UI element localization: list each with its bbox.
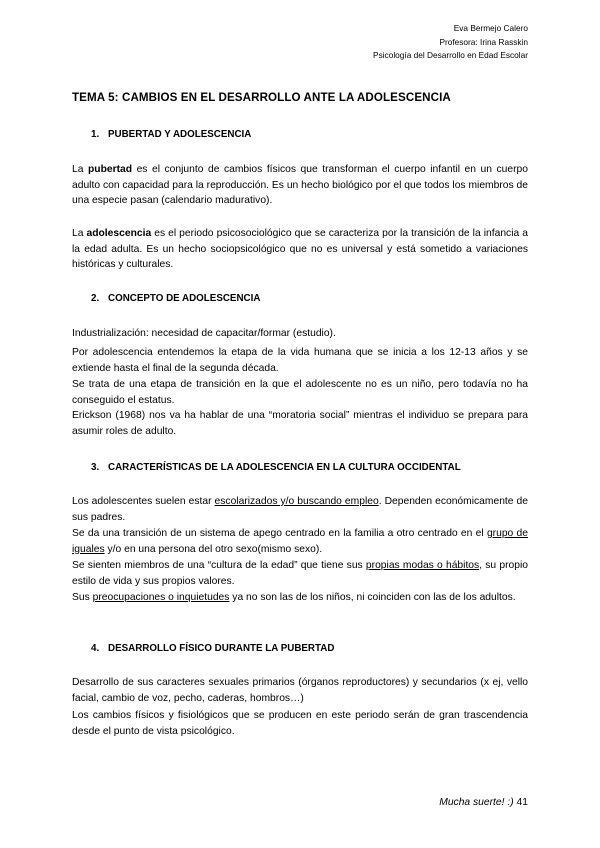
section-2-paragraph-4: Erickson (1968) nos va ha hablar de una “moratoria social” mientras el individuo se prepara para asumir roles de adulto.: [72, 410, 528, 437]
term-adolescencia: adolescencia: [86, 228, 152, 239]
section-3-paragraph-3: Se sienten miembros de una “cultura de la edad” que tiene sus propias modas o hábitos, su propio estilo de vida y sus propios valores.: [72, 560, 528, 587]
section-2-paragraph-1: Industrialización: necesidad de capacitar/formar (estudio).: [72, 328, 336, 339]
section-number: 2.: [91, 293, 100, 304]
section-4-heading: [91, 643, 541, 654]
page-footer: [439, 797, 528, 808]
footer-motto: Mucha suerte! :): [439, 797, 514, 808]
section-2-heading: [91, 293, 541, 304]
section-title: DESARROLLO FÍSICO DURANTE LA PUBERTAD: [108, 643, 335, 654]
section-number: 3.: [91, 462, 100, 473]
section-3-heading: [91, 462, 541, 473]
underlined-phrase: escolarizados y/o buscando empleo: [214, 496, 379, 507]
document-header: [373, 22, 528, 63]
underlined-phrase: grupo de iguales: [72, 528, 528, 555]
section-title: CONCEPTO DE ADOLESCENCIA: [108, 293, 261, 304]
section-title: CARACTERÍSTICAS DE LA ADOLESCENCIA EN LA CULTURA OCCIDENTAL: [108, 462, 461, 473]
section-number: 4.: [91, 643, 100, 654]
section-3-paragraph-4: Sus preocupaciones o inquietudes ya no son las de los niños, ni coinciden con las de los adultos.: [72, 592, 516, 603]
author-name: Eva Bermejo Calero: [453, 23, 528, 33]
section-3-paragraph-1: Los adolescentes suelen estar escolarizados y/o buscando empleo. Dependen económicamente de sus padres.: [72, 496, 528, 523]
section-1-paragraph-1: La pubertad es el conjunto de cambios físicos que transforman el cuerpo infantil en un cuerpo adulto con capacidad para la reproducción. Es un hecho biológico por el que todos los miembros de una especie pasan (calendario madurativo).: [72, 164, 528, 206]
section-1-heading: [91, 129, 541, 140]
section-number: 1.: [91, 129, 100, 140]
professor-name: Profesora: Irina Rasskin: [439, 36, 528, 47]
underlined-phrase: propias modas o hábitos: [365, 560, 480, 571]
term-pubertad: pubertad: [87, 164, 133, 175]
page-number: 41: [516, 797, 528, 808]
page-title: TEMA 5: CAMBIOS EN EL DESARROLLO ANTE LA ADOLESCENCIA: [72, 91, 451, 104]
section-4-paragraph-2: Los cambios físicos y fisiológicos que se producen en este periodo serán de gran trascendencia desde el punto de vista psicológico.: [72, 710, 528, 737]
section-4-paragraph-1: Desarrollo de sus caracteres sexuales primarios (órganos reproductores) y secundarios (x ej, vello facial, cambio de voz, pecho, caderas, hombros…): [72, 677, 528, 704]
course-name: Psicología del Desarrollo en Edad Escolar: [373, 50, 528, 60]
section-2-paragraph-2: Por adolescencia entendemos la etapa de la vida humana que se inicia a los 12-13 años y se extiende hasta el final de la segunda década.: [72, 347, 528, 374]
section-3-paragraph-2: Se da una transición de un sistema de apego centrado en la familia a otro centrado en el grupo de iguales y/o en una persona del otro sexo(mismo sexo).: [72, 528, 528, 555]
section-title: PUBERTAD Y ADOLESCENCIA: [108, 129, 252, 140]
section-1-paragraph-2: La adolescencia es el periodo psicosociológico que se caracteriza por la transición de la infancia a la edad adulta. Es un hecho sociopsicológico que no es universal y está sometido a variaciones históricas y culturales.: [72, 228, 528, 270]
section-2-paragraph-3: Se trata de una etapa de transición en la que el adolescente no es un niño, pero todavía no ha conseguido el estatus.: [72, 379, 528, 406]
underlined-phrase: preocupaciones o inquietudes: [92, 592, 230, 603]
